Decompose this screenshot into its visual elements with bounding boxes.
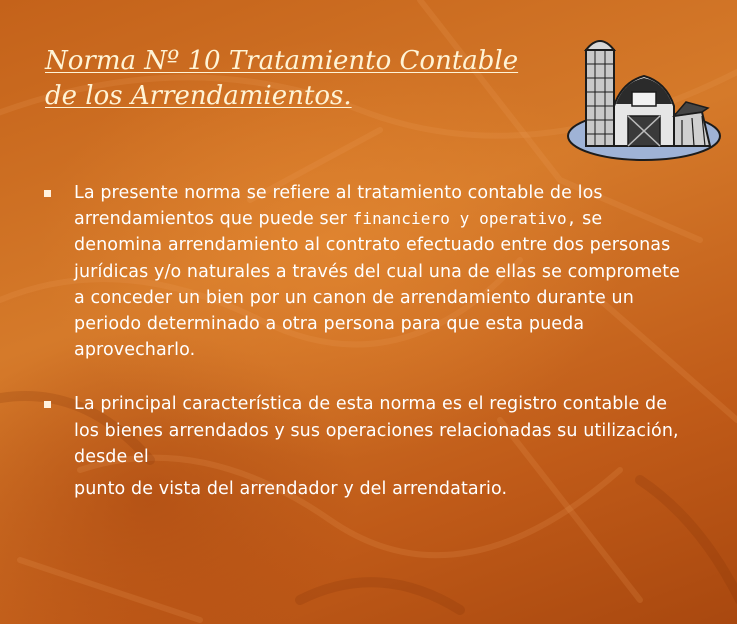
bullet-list (44, 180, 694, 502)
bullet-square-icon (44, 401, 51, 408)
bullet-text-after: se denomina arrendamiento al contrato efectuado entre dos personas jurídicas y/o naturales a través del cual una de ellas se compromete a conceder un bien por un canon de arrendamiento durante un periodo determinado a otra persona para que esta pueda aprovecharlo. (74, 209, 681, 361)
bullet-item (44, 180, 694, 363)
bullet-emphasis: financiero y operativo, (352, 209, 577, 229)
slide-title (45, 44, 585, 114)
bullet-text-main: La principal característica de esta norma es el registro contable de los bienes arrendados y sus operaciones relacionadas su utilización, desde el (74, 394, 679, 467)
bullet-square-icon (44, 190, 51, 197)
bullet-text-last-line: punto de vista del arrendador y del arrendatario. (74, 479, 508, 500)
bullet-item (44, 391, 694, 502)
barn-with-silo-icon (562, 24, 722, 164)
bullet-text-before: La presente norma se refiere al tratamiento contable de los arrendamientos que puede ser (74, 183, 603, 230)
title-line-1: Norma Nº 10 Tratamiento Contable (45, 46, 519, 76)
title-line-2: de los Arrendamientos. (45, 81, 352, 111)
